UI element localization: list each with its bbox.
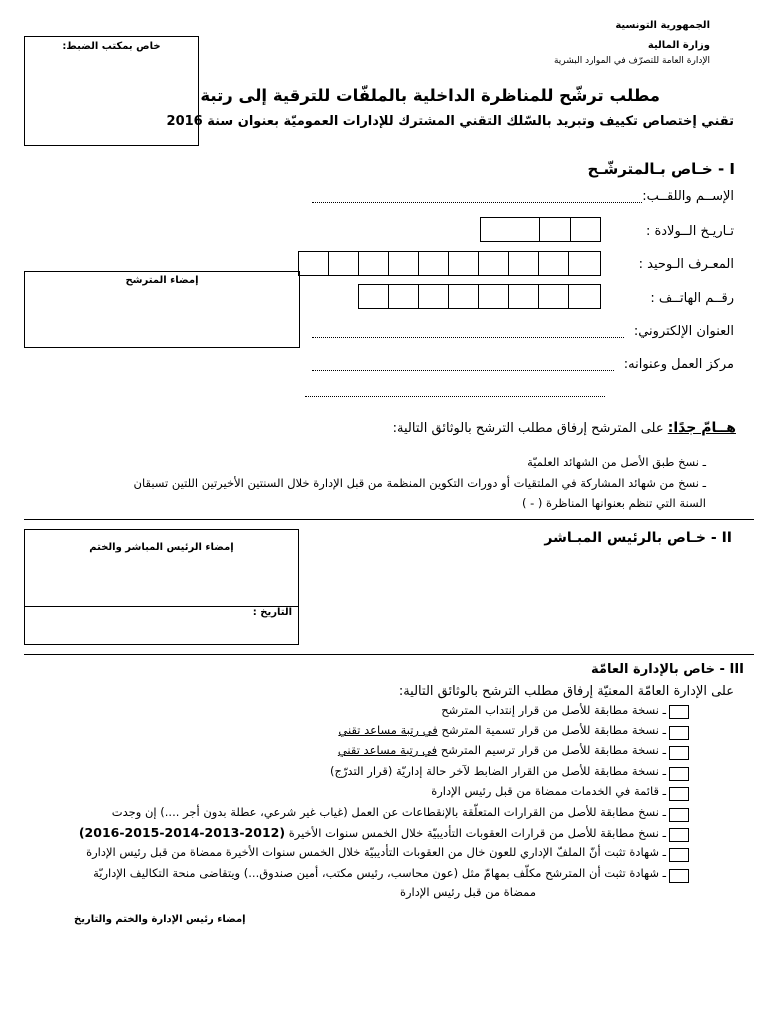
supervisor-box [24, 529, 299, 645]
checklist-item-2-emphasis: في رتبة مساعد تقني [338, 723, 438, 737]
republic-label: الجمهورية التونسية [615, 20, 710, 31]
checkbox-9[interactable] [669, 869, 689, 883]
doc-item-3: السنة التي تنظم بعنوانها المناظرة ( - ) [521, 496, 706, 510]
email-field[interactable] [312, 337, 624, 338]
checklist-item-1: ـ نسخة مطابقة للأصل من قرار إنتداب المترشح [441, 703, 666, 717]
candidate-signature-box [24, 271, 300, 348]
workplace-field-line2[interactable] [305, 396, 605, 397]
phone-label: رقــم الهاتــف : [650, 291, 734, 306]
checkbox-1[interactable] [669, 705, 689, 719]
title-line1: مطلب ترشّح للمناظرة الداخلية بالملفّات للترقية إلى رتبة [200, 86, 660, 105]
checkbox-6[interactable] [669, 808, 689, 822]
section3-heading: III - خاص بالإدارة العامّة [591, 662, 744, 677]
workplace-label: مركز العمل وعنوانه: [623, 357, 734, 372]
checklist-item-7: ـ نسخ مطابقة للأصل من قرارات العقوبات التأديبيّة خلال الخمس سنوات الأخيرة (2012-2013-2014-2015-2016) [78, 825, 666, 840]
checklist-item-9-continuation: ممضاة من قبل رئيس الإدارة [399, 885, 536, 899]
section2-heading: II - خـاص بالرئيس المبـاشر [544, 530, 732, 546]
checklist-item-3-emphasis: في رتبة مساعد تقني [337, 743, 438, 757]
section1-heading: I - خـاص بـالمترشّـح [587, 160, 735, 178]
important-note [393, 420, 736, 436]
section3-intro: على الإدارة العامّة المعنيّة إرفاق مطلب الترشح بالوثائق التالية: [398, 684, 734, 699]
candidate-signature-label: إمضاء المترشح [125, 275, 199, 286]
checkbox-5[interactable] [669, 787, 689, 801]
ministry-label: وزارة المالية [647, 40, 710, 51]
important-text: على المترشح إرفاق مطلب الترشح بالوثائق التالية: [392, 421, 664, 436]
name-label: الإســم واللقــب: [642, 189, 734, 204]
checklist-item-8: ـ شهادة تثبت أنّ الملفّ الإداري للعون خال من العقوبات التأديبيّة خلال الخمس سنوات الأخيرة ممضاة من قبل رئيس الإدارة [86, 845, 666, 859]
director-signature-label: إمضاء رئيس الإدارة والختم والتاريخ [74, 914, 246, 925]
checkbox-4[interactable] [669, 767, 689, 781]
workplace-field-line1[interactable] [312, 370, 614, 371]
unique-id-label: المعـرف الـوحيد : [638, 257, 734, 272]
supervisor-date-label: التاريخ : [252, 607, 292, 618]
section-divider-2 [24, 654, 754, 655]
email-label: العنوان الإلكتروني: [633, 324, 734, 339]
checklist-item-2: ـ نسخة مطابقة للأصل من قرار تسمية المترشح في رتبة مساعد تقني [338, 723, 666, 737]
checkbox-7[interactable] [669, 828, 689, 842]
directorate-label: الإدارة العامة للتصرّف في الموارد البشرية [553, 56, 710, 66]
office-box [24, 36, 199, 146]
important-label: هــامّ جدًا: [667, 420, 736, 436]
doc-item-2: ـ نسخ من شهائد المشاركة في الملتقيات أو دورات التكوين المنظمة من قبل الإدارة خلال السنتين الأخيرتين اللتين تسبقان [133, 476, 706, 490]
checklist-item-7-years: (2012-2013-2014-2015-2016) [78, 825, 286, 840]
doc-item-1: ـ نسخ طبق الأصل من الشهائد العلميّة [527, 455, 706, 469]
checkbox-8[interactable] [669, 848, 689, 862]
name-field[interactable] [312, 202, 642, 203]
checkbox-2[interactable] [669, 726, 689, 740]
checklist-item-4: ـ نسخة مطابقة للأصل من القرار الضابط لآخر حالة إداريّة (قرار التدرّج) [329, 764, 666, 778]
checkbox-3[interactable] [669, 746, 689, 760]
birth-date-label: تـاريـخ الــولادة : [645, 224, 734, 239]
title-line2: تقني إختصاص تكييف وتبريد بالسّلك التقني المشترك للإدارات العموميّة بعنوان سنة 2016 [166, 114, 734, 129]
supervisor-box-label: إمضاء الرئيس المباشر والختم [89, 542, 234, 553]
checklist-item-9: ـ شهادة تثبت أن المترشح مكلّف بمهامّ مثل (عون محاسب، رئيس مكتب، أمين صندوق...) ويتقاضى منحة التكاليف الإداريّة [93, 866, 666, 880]
checklist-item-5: ـ قائمة في الخدمات ممضاة من قبل رئيس الإدارة [431, 784, 666, 798]
checklist-item-3: ـ نسخة مطابقة للأصل من قرار ترسيم المترشح في رتبة مساعد تقني [337, 743, 666, 757]
office-box-label: خاص بمكتب الضبط: [62, 41, 161, 52]
checklist-item-6: ـ نسخ مطابقة للأصل من القرارات المتعلّقة بالإنقطاعات عن العمل (غياب غير شرعي، عطلة بدون أجر ....) إن وجدت [111, 805, 666, 819]
section-divider-1 [24, 519, 754, 520]
